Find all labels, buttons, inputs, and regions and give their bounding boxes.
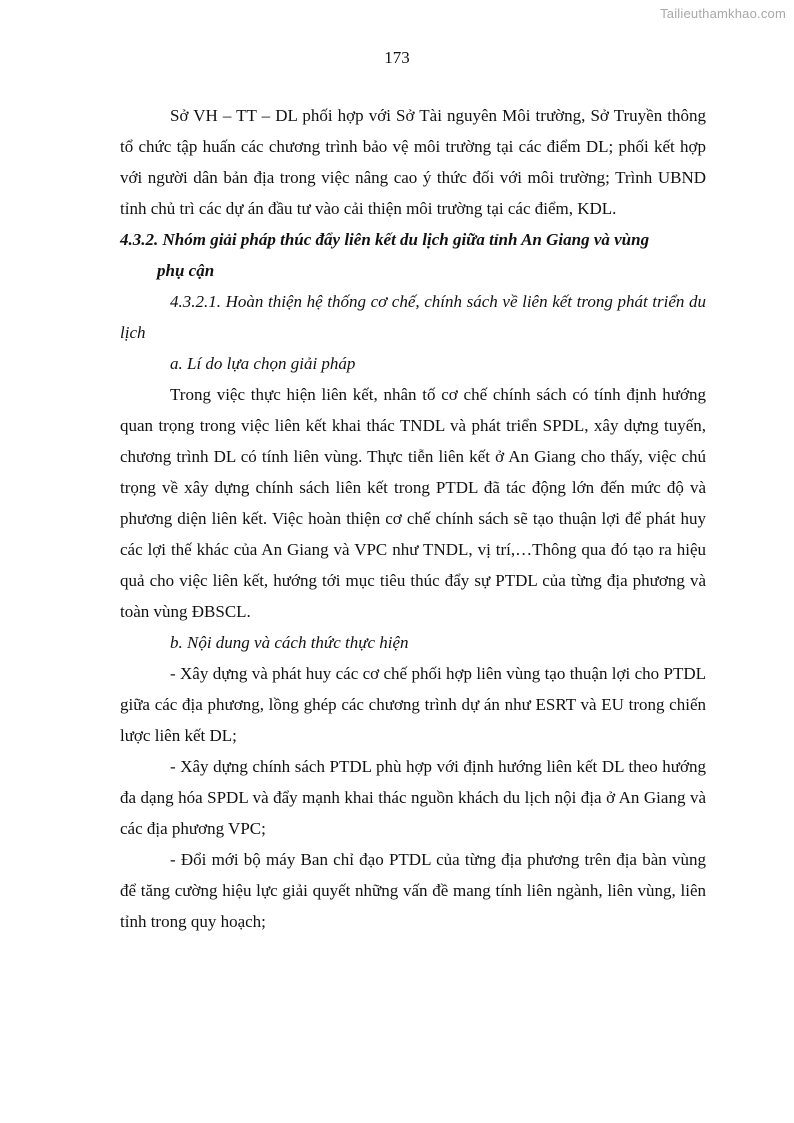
paragraph-environment: Sở VH – TT – DL phối hợp với Sở Tài nguyên Môi trường, Sở Truyền thông tổ chức tập huấn các chương trình bảo vệ môi trường tại các điểm DL; phối kết hợp với người dân bản địa trong việc nâng cao ý thức đối với môi trường; Trình UBND tỉnh chủ trì các dự án đầu tư vào cải thiện môi trường tại các điểm, KDL. (120, 106, 706, 218)
page-number: 173 (384, 48, 410, 67)
item-b-title: b. Nội dung và cách thức thực hiện (170, 633, 409, 652)
section-heading-4-3-2: 4.3.2. Nhóm giải pháp thúc đẩy liên kết du lịch giữa tỉnh An Giang và vùng (120, 230, 650, 249)
document-body (120, 100, 706, 937)
section-heading-4-3-2-cont: phụ cận (157, 261, 215, 280)
bullet-policy: - Xây dựng chính sách PTDL phù hợp với định hướng liên kết DL theo hướng đa dạng hóa SPDL và đẩy mạnh khai thác nguồn khách du lịch nội địa ở An Giang và các địa phương VPC; (120, 757, 706, 838)
subsection-heading-4-3-2-1: 4.3.2.1. Hoàn thiện hệ thống cơ chế, chính sách về liên kết trong phát triển du lịch (120, 292, 706, 342)
paragraph-reason: Trong việc thực hiện liên kết, nhân tố cơ chế chính sách có tính định hướng quan trọng trong việc liên kết khai thác TNDL và phát triển SPDL, xây dựng tuyến, chương trình DL có tính liên vùng. Thực tiễn liên kết ở An Giang cho thấy, việc chú trọng về xây dựng chính sách liên kết trong PTDL đã tác động lớn đến mức độ và phương diện liên kết. Việc hoàn thiện cơ chế chính sách sẽ tạo thuận lợi để phát huy các lợi thế khác của An Giang và VPC như TNDL, vị trí,…Thông qua đó tạo ra hiệu quả cho việc liên kết, hướng tới mục tiêu thúc đẩy sự PTDL của từng địa phương và toàn vùng ĐBSCL. (120, 385, 706, 621)
item-a-title: a. Lí do lựa chọn giải pháp (170, 354, 356, 373)
bullet-steering-committee: - Đổi mới bộ máy Ban chỉ đạo PTDL của từng địa phương trên địa bàn vùng để tăng cường hiệu lực giải quyết những vấn đề mang tính liên ngành, liên vùng, liên tỉnh trong quy hoạch; (120, 850, 706, 931)
bullet-coordination: - Xây dựng và phát huy các cơ chế phối hợp liên vùng tạo thuận lợi cho PTDL giữa các địa phương, lồng ghép các chương trình dự án như ESRT và EU trong chiến lược liên kết DL; (120, 664, 706, 745)
watermark: Tailieuthamkhao.com (660, 6, 786, 21)
